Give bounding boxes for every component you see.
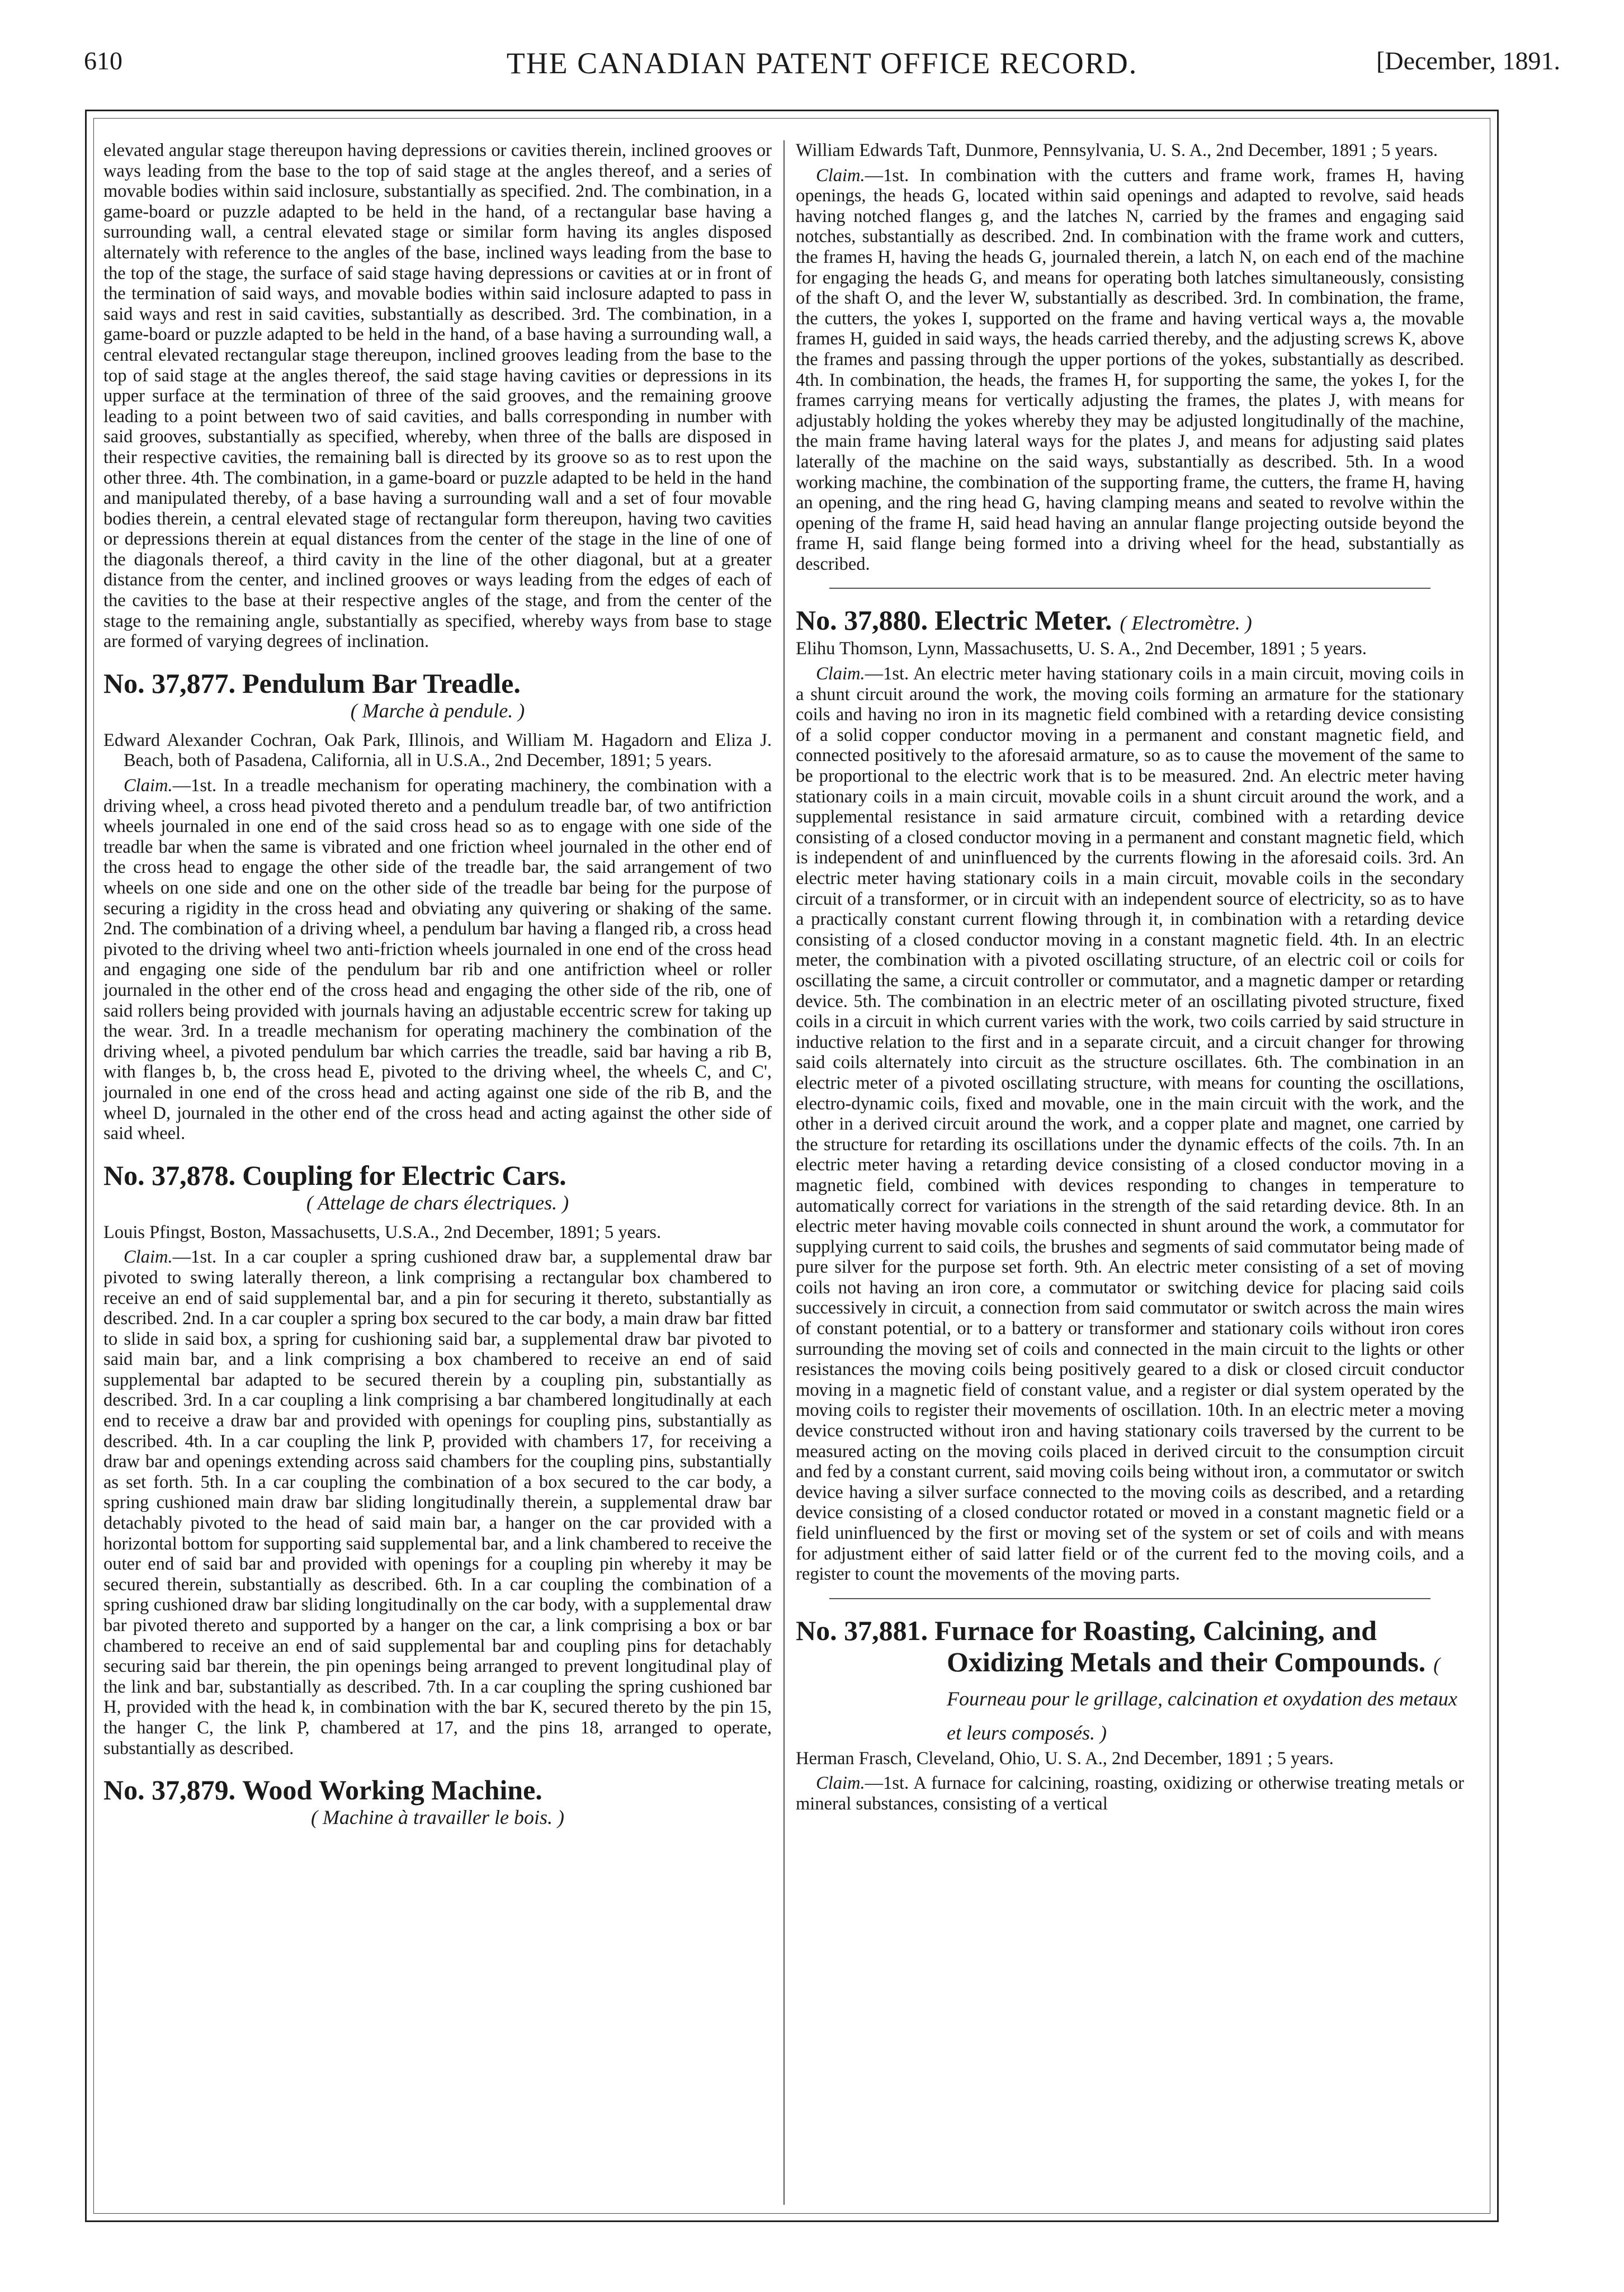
claims-paragraph (796, 1773, 1464, 1814)
running-head (84, 46, 1560, 91)
issue-date: [December, 1891. (1376, 46, 1560, 75)
inventor-line: Elihu Thomson, Lynn, Massachusetts, U. S. A., 2nd December, 1891 ; 5 years. (796, 639, 1367, 659)
section-rule (829, 1598, 1431, 1599)
patent-title: Coupling for Electric Cars. (242, 1159, 566, 1191)
patent-number: No. 37,880. (796, 604, 928, 636)
claims-text: —1st. In a treadle mechanism for operating machinery, the combination with a driving wheel, a cross head pivoted thereto and a pendulum treadle bar, of two antifriction wheels journaled in one end of the said cross head so as to engage with one side of the treadle bar when the same is vibrated and one friction wheel journaled in the other end of the cross head to engage the other side of the treadle bar, the said arrangement of two wheels on one side and one on the other side of the treadle bar being for the purpose of securing a rigidity in the cross head and obviating any quivering or shaking of the same. 2nd. The combination of a driving wheel, a pendulum bar having a flanged rib, a cross head pivoted to the driving wheel two anti-friction wheels journaled in one end of the cross head and engaging one side of the pendulum bar rib and one antifriction wheel or roller journaled in the other end of the cross head and engaging the other side of the rib, one of said rollers being provided with journals having an adjustable eccentric screw for taking up the wear. 3rd. In a treadle mechanism for operating machinery the combination of the driving wheel, a pivoted pendulum bar which carries the treadle, said bar having a rib B, with flanges b, b, the cross head E, pivoted to the driving wheel, the wheels C, and C', journaled in one end of the cross head and acting against one side of the rib B, and the wheel D, journaled in the other end of the cross head and acting against the other side of said wheel. (103, 776, 772, 1144)
patent-title: Wood Working Machine. (242, 1774, 542, 1806)
french-title: ( Machine à travailler le bois. ) (311, 1806, 564, 1829)
left-column (103, 140, 772, 1837)
claims-paragraph (103, 776, 772, 1144)
claims-paragraph (796, 166, 1464, 575)
inventor-line: William Edwards Taft, Dunmore, Pennsylvania, U. S. A., 2nd December, 1891 ; 5 years. (796, 140, 1438, 160)
patent-37880 (796, 604, 1464, 1584)
claims-text: —1st. In a car coupler a spring cushioned draw bar, a supplemental draw bar pivoted to swing laterally thereon, a link comprising a rectangular box chambered to receive an end of said supplemental bar, and a pin for securing it thereto, substantially as described. 2nd. In a car coupler a spring box secured to the car body, a main draw bar fitted to slide in said box, a spring for cushioning said bar, a supplemental draw bar pivoted to said main bar, and a link comprising a box chambered to receive an end of said supplemental bar adapted to be secured therein by a coupling pin, substantially as described. 3rd. In a car coupling a link comprising a bar chambered longitudinally at each end to receive a draw bar and provided with openings for coupling pins, substantially as described. 4th. In a car coupling the link P, provided with chambers 17, for receiving a draw bar and openings extending across said chambers for the coupling pins, substantially as set forth. 5th. In a car coupling the combination of a box secured to the car body, a spring cushioned main draw bar sliding longitudinally therein, a supplemental draw bar detachably pivoted to the head of said main bar, a hanger on the car provided with a horizontal bottom for supporting said supplemental bar, and a link chambered to receive the outer end of said bar and provided with openings for a coupling pin whereby it may be secured therein, substantially as described. 6th. In a car coupling the combination of a spring cushioned draw bar sliding longitudinally on the car body, with a supplemental draw bar pivoted thereto and supported by a hanger on the car, a link comprising a box or bar chambered to receive an end of said supplemental bar and coupling pins for detachably securing said bar therein, the pin openings being arranged to prevent longitudinal play of the link and bar, substantially as described. 7th. In a car coupling the spring cushioned bar H, provided with the head k, in combination with the bar K, secured thereto by the pin 15, the hanger C, the link P, chambered at 17, and the pins 18, arranged to operate, substantially as described. (103, 1247, 772, 1759)
claims-text: —1st. In combination with the cutters and frame work, frames H, having openings, the heads G, located within said openings and adapted to revolve, said heads having notched flanges g, and the latches N, carried by the frames and engaging said notches, substantially as described. 2nd. In combination with the frame work and cutters, the frames H, having the heads G, journaled therein, a latch N, on each end of the machine for engaging the heads G, and means for operating both latches simultaneously, consisting of the shaft O, and the lever W, substantially as described. 3rd. In combination, the frame, the cutters, the yokes I, supported on the frame and having vertical ways a, the movable frames H, guided in said ways, the heads carried thereby, and the adjusting screws K, above the frames and passing through the upper portions of the yokes, substantially as described. 4th. In combination, the heads, the frames H, for supporting the same, the yokes I, for the frames carrying means for vertically adjusting the frames, the plates J, with means for adjustably holding the yokes whereby they may be adjusted longitudinally of the machine, the main frame having lateral ways for the plates J, and means for adjusting said plates laterally of the machine on the said ways, substantially as described. 5th. In a wood working machine, the combination of the supporting frame, the cutters, the frame H, having an opening, and the ring head G, having clamping means and seated to revolve within the opening of the frame H, said head having an annular flange projecting outside beyond the frame H, said flange being formed into a driving wheel for the head, substantially as described. (796, 165, 1464, 574)
right-column (796, 140, 1464, 1817)
claim-label: Claim. (816, 1773, 865, 1794)
patent-title: Electric Meter. (934, 604, 1112, 636)
claim-label: Claim. (816, 165, 865, 186)
patent-number: No. 37,879. (103, 1774, 236, 1806)
patent-title: Furnace for Roasting, Calcining, and Oxidizing Metals and their Compounds. (934, 1614, 1426, 1677)
patent-heading (796, 604, 1464, 639)
patent-heading (103, 668, 772, 699)
patent-37878 (103, 1160, 772, 1759)
column-divider (783, 140, 785, 2205)
inventor-line: Edward Alexander Cochran, Oak Park, Illinois, and William M. Hagadorn and Eliza J. Beach, both of Pasadena, California, all in U.S.A., 2nd December, 1891; 5 years. (103, 730, 772, 771)
claim-label: Claim. (816, 664, 865, 684)
page-frame (85, 110, 1499, 2222)
claims-text: —1st. A furnace for calcining, roasting, oxidizing or otherwise treating metals or mineral substances, consisting of a vertical (796, 1773, 1464, 1814)
claim-label: Claim. (124, 1247, 173, 1268)
section-rule (829, 588, 1431, 589)
patent-heading (796, 1615, 1464, 1748)
inventor-line: Louis Pfingst, Boston, Massachusetts, U.S.A., 2nd December, 1891; 5 years. (103, 1222, 662, 1242)
patent-number: No. 37,881. (796, 1614, 928, 1646)
page-number: 610 (84, 46, 122, 75)
claims-paragraph (103, 1247, 772, 1759)
french-title: ( Fourneau pour le grillage, calcination et oxydation des metaux et leurs composés. ) (947, 1653, 1457, 1744)
patent-number: No. 37,877. (103, 667, 236, 699)
claims-text: —1st. An electric meter having stationary coils in a main circuit, moving coils in a shunt circuit around the work, the moving coils forming an armature for the stationary coils and having no iron in its magnetic field combined with a retarding device consisting of a solid copper conductor moving in a permanent and constant magnetic field, and connected positively to the aforesaid armature, so as to cause the movement of the same to be proportional to the electric work that is to be measured. 2nd. An electric meter having stationary coils in a main circuit, movable coils in a shunt circuit around the work, and a supplemental resistance in said armature circuit, combined with a retarding device consisting of a closed conductor moving in a permanent and constant magnetic field, which is independent of and uninfluenced by the currents flowing in the aforesaid coils. 3rd. An electric meter having stationary coils in a main circuit, movable coils in the secondary circuit of a transformer, or in circuit with an independent source of electricity, so as to have a practically constant current flowing through it, in combination with a retarding device consisting of a closed conductor moving in a constant magnetic field. 4th. In an electric meter, the combination with a pivoted oscillating structure, of an electric coil or coils for oscillating the same, a circuit controller or commutator, and a magnetic damper or retarding device. 5th. The combination in an electric meter of an oscillating pivoted structure, fixed coils in a circuit in which current varies with the work, two coils carried by said structure in inductive relation to the first and in a separate circuit, and a circuit changer for throwing said coils alternately into circuit as the structure oscillates. 6th. The combination in an electric meter of a pivoted oscillating structure, with means for counting the oscillations, electro-dynamic coils, fixed and movable, one in the main circuit with the work, and the other in a derived circuit around the work, and a copper plate and magnet, one carried by the structure for retarding its oscillations under the dynamic effects of the coils. 7th. In an electric meter having a retarding device consisting of a closed conductor moving in a magnetic field, combined with devices responding to changes in temperature to automatically correct for variations in the strength of the said retarding device. 8th. In an electric meter having movable coils connected in shunt around the work, a commutator for supplying current to said coils, the brushes and segments of said commutator being made of pure silver for the purpose set forth. 9th. An electric meter consisting of a set of moving coils not having an iron core, a commutator or switching device for placing said coils successively in circuit, a connection from said commutator or switch across the main wires of constant potential, or to a battery or transformer and stationary coils without iron cores surrounding the moving set of coils and connected in the main circuit to the lights or other resistances the moving coils being positively geared to a disk or closed circuit conductor moving in a magnetic field of constant value, and a register or dial system operated by the moving coils to register their movements of oscillation. 10th. In an electric meter a moving device constructed without iron and having stationary coils traversed by the current to be measured acting on the moving coils placed in derived circuit to the consumption circuit and fed by a constant current, said moving coils being without iron, a commutator or switch device having a silver surface connected to the moving coils as described, and a retarding device consisting of a closed conductor rotated or moved in a constant magnetic field or a field uninfluenced by the first or moving set of the system or set of coils and with means for adjustment either of said latter field or of the current fed to the moving coils, and a register to count the movements of the moving parts. (796, 664, 1464, 1585)
french-title: ( Attelage de chars électriques. ) (306, 1191, 569, 1214)
patent-title: Pendulum Bar Treadle. (242, 667, 521, 699)
patent-heading (103, 1160, 772, 1191)
patent-37881 (796, 1615, 1464, 1814)
continued-claims-text: elevated angular stage thereupon having depressions or cavities therein, inclined grooves or ways leading from the base to the top of said stage at the angles thereof, and a series of movable bodies within said inclosure, substantially as specified. 2nd. The combination, in a game-board or puzzle adapted to be held in the hand, of a rectangular base having a surrounding wall, a central elevated stage or similar form having its angles disposed alternately with reference to the angles of the base, inclined ways leading from the base to the top of the stage, the surface of said stage having depressions or cavities at or in front of the termination of said ways, and movable bodies within said inclosure adapted to pass in said ways and rest in said cavities, substantially as described. 3rd. The combination, in a game-board or puzzle adapted to be held in the hand, of a base having a surrounding wall, a central elevated rectangular stage thereupon, inclined grooves leading from the base to the top of said stage at the angles thereof, the said stage having cavities or depressions in its upper surface at the termination of three of the said grooves, and the remaining groove leading to a point between two of said cavities, and balls corresponding in number with said grooves, substantially as specified, whereby, when three of the balls are disposed in their respective cavities, the remaining ball is directed by its groove so as to rest upon the other three. 4th. The combination, in a game-board or puzzle adapted to be held in the hand and manipulated thereby, of a base having a surrounding wall and a set of four movable bodies therein, a central elevated stage of rectangular form thereupon, having two cavities or depressions therein at equal distances from the center of the stage in the line of one of the diagonals thereof, a third cavity in the line of the other diagonal, but at a greater distance from the center, and inclined grooves or ways leading from the edges of each of the cavities to the base at their respective angles of the stage, and from the center of the stage to the remaining angle, substantially as specified, whereby ways from base to stage are formed of varying degrees of inclination. (103, 140, 772, 652)
french-title: ( Marche à pendule. ) (350, 699, 525, 722)
claim-label: Claim. (124, 776, 173, 796)
claims-paragraph (796, 664, 1464, 1585)
french-title: ( Electromètre. ) (1120, 612, 1252, 635)
patent-37877 (103, 668, 772, 1144)
journal-title: THE CANADIAN PATENT OFFICE RECORD. (506, 46, 1138, 80)
patent-37879 (103, 1774, 772, 1829)
patent-number: No. 37,878. (103, 1159, 236, 1191)
inventor-line: Herman Frasch, Cleveland, Ohio, U. S. A., 2nd December, 1891 ; 5 years. (796, 1748, 1334, 1769)
patent-heading (103, 1774, 772, 1806)
